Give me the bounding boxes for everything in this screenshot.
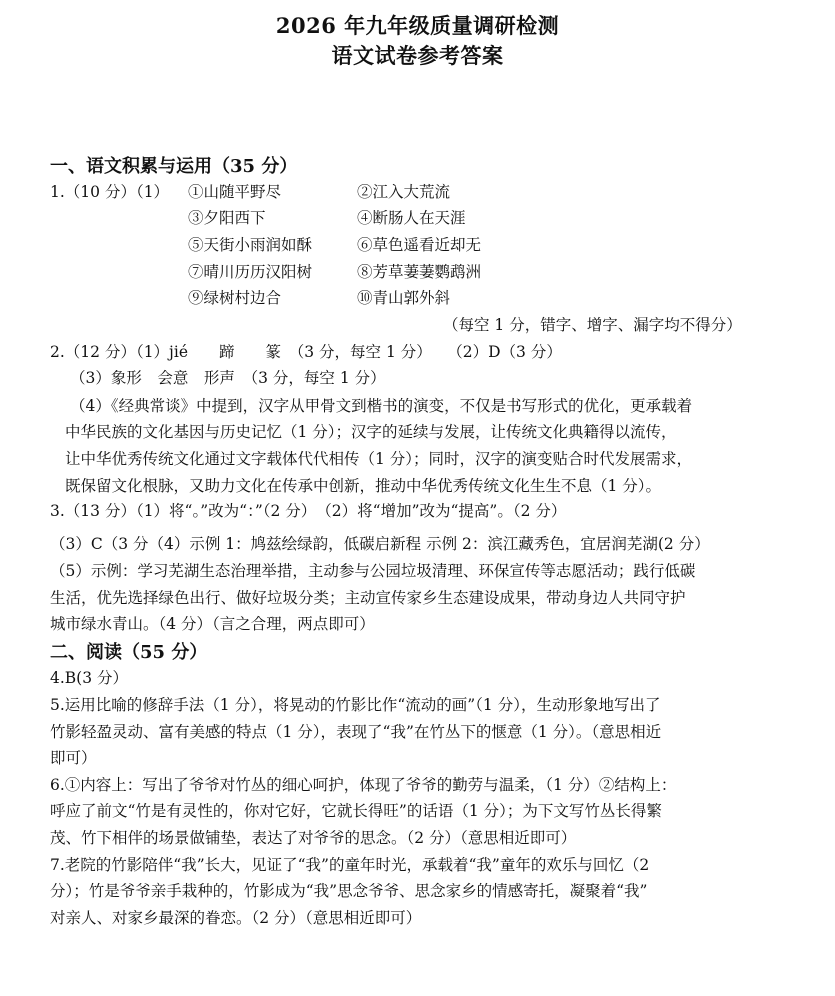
q1-answer: ⑨绿树村边合 — [188, 289, 282, 307]
q1-answer: ⑥草色遥看近却无 — [357, 236, 482, 254]
section1-heading: 一、语文积累与运用（35 分） — [50, 156, 298, 177]
q2-paragraph-line: 既保留文化根脉，又助力文化在传承中创新，推动中华优秀传统文化生生不息（1 分）。 — [65, 477, 662, 495]
q3-paragraph-line: （5）示例：学习芜湖生态治理举措，主动参与公园垃圾清理、环保宣传等志愿活动；践行低碳 — [50, 562, 696, 580]
q3-line1: 3.（13 分）（1）将“。”改为“：”（2 分） （2）将“增加”改为“提高”。（2 分） — [50, 502, 567, 520]
q1-answer: ③夕阳西下 — [188, 209, 266, 227]
q6-line: 6.①内容上：写出了爷爷对竹丛的细心呵护，体现了爷爷的勤劳与温柔，（1 分）②结构上： — [50, 776, 677, 794]
q3-paragraph-line: 城市绿水青山。（4 分）（言之合理，两点即可） — [50, 615, 375, 633]
document-title: 2026 年九年级质量调研检测 — [275, 13, 560, 38]
section2-heading: 二、阅读（55 分） — [50, 642, 208, 663]
q7-line: 对亲人、对家乡最深的眷恋。（2 分）（意思相近即可） — [50, 909, 422, 927]
q5-line: 即可） — [50, 749, 97, 767]
q7-line: 7.老院的竹影陪伴“我”长大，见证了“我”的童年时光，承载着“我”童年的欢乐与回忆（2 — [50, 856, 650, 874]
q1-answer: ⑧芳草萋萋鹦鹉洲 — [357, 263, 482, 281]
q1-answer: ②江入大荒流 — [357, 183, 451, 201]
q1-answer: ④断肠人在天涯 — [357, 209, 466, 227]
q1-answer: ⑦晴川历历汉阳树 — [188, 263, 313, 281]
q1-answer: ⑤天街小雨润如酥 — [188, 236, 313, 254]
q6-line: 茂、竹下相伴的场景做铺垫，表达了对爷爷的思念。（2 分）（意思相近即可） — [50, 829, 577, 847]
q3-paragraph-line: 生活，优先选择绿色出行、做好垃圾分类；主动宣传家乡生态建设成果，带动身边人共同守护 — [50, 589, 686, 607]
q5-line: 竹影轻盈灵动、富有美感的特点（1 分），表现了“我”在竹丛下的惬意（1 分）。（意思相近 — [50, 723, 662, 741]
q2-paragraph-line: 中华民族的文化基因与历史记忆（1 分）；汉字的延续与发展，让传统文化典籍得以流传， — [65, 423, 677, 441]
q1-prefix: 1.（10 分）（1） — [50, 183, 170, 201]
q1-answer: ⑩青山郭外斜 — [357, 289, 451, 307]
q6-line: 呼应了前文“竹是有灵性的，你对它好，它就长得旺”的话语（1 分）；为下文写竹丛长得繁 — [50, 802, 662, 820]
q7-line: 分）；竹是爷爷亲手栽种的，竹影成为“我”思念爷爷、思念家乡的情感寄托，凝聚着“我” — [50, 882, 648, 900]
q2-paragraph-line: （4）《经典常谈》中提到，汉字从甲骨文到楷书的演变，不仅是书写形式的优化，更承载着 — [70, 397, 693, 415]
q2-paragraph-line: 让中华优秀传统文化通过文字载体代代相传（1 分）；同时，汉字的演变贴合时代发展需求， — [65, 450, 693, 468]
q2-line2: （3）象形 会意 形声 （3 分，每空 1 分） — [70, 369, 386, 387]
q1-scoring-note: （每空 1 分，错字、增字、漏字均不得分） — [443, 316, 742, 334]
q5-line: 5.运用比喻的修辞手法（1 分），将晃动的竹影比作“流动的画”（1 分），生动形象地写出了 — [50, 696, 661, 714]
q3-line2: （3）C（3 分（4）示例 1：鸠兹绘绿韵，低碳启新程 示例 2：滨江藏秀色，宜居润芜湖(2 分） — [50, 535, 710, 553]
q2-line1: 2.（12 分）（1）jié 蹄 篆 （3 分，每空 1 分） （2）D（3 分） — [50, 343, 562, 361]
q1-answer: ①山随平野尽 — [188, 183, 282, 201]
document-subtitle: 语文试卷参考答案 — [331, 43, 504, 68]
q4-answer: 4.B(3 分） — [50, 669, 129, 687]
